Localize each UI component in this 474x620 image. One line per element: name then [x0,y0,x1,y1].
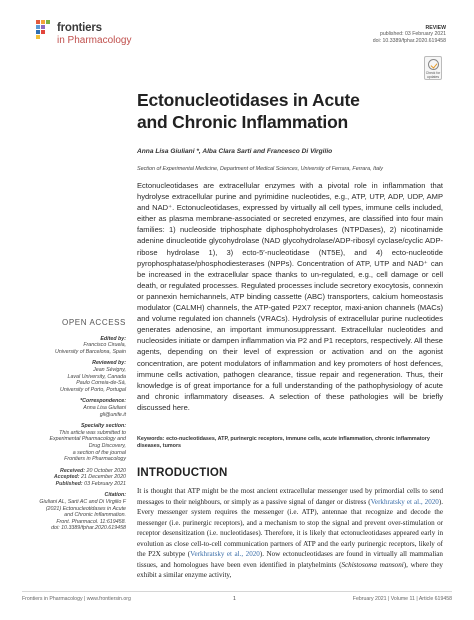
edited-by-label: Edited by: [100,335,126,342]
editor-affiliation: University of Barcelona, Spain [55,348,126,355]
intro-text-part: ). Every messenger system requires the messenger (i.e. ATP), antennae that recognize and decode the messenger (i.e. purinergic receptors), and a mechanism to stop the signal and prevent over-stimulation or receptor desensitization (i.e. nucleotidases). Therefore, it is likely that ectonucleotidases appeared early in evolution as close cell-to-cell communication partners of ATP and the early purinergic receptors, likely of the P2X subtype ( [137,497,443,558]
editor-name[interactable]: Francisco Ciruela, [83,342,126,349]
intro-text-part: It is thought that ATP might be the most ancient extracellular messenger used by primordial cells to send messages to their neighbours, or simply as a passive signal of danger or distress ( [137,487,443,506]
correspondence-label: *Correspondence: [80,398,126,405]
specialty-line: Experimental Pharmacology and [49,436,126,443]
reviewed-by-label: Reviewed by: [92,360,126,367]
check-for-updates-icon [428,59,439,70]
citation-block [22,492,126,532]
abstract: Ectonucleotidases are extracellular enzymes with a pivotal role in inflammation that hydrolyse extracellular purine and pyrimidine nucleotides, e.g., ATP, UTP, ADP, UDP, AMP and NAD⁺. Ectonucleotidases, expressed by virtually all cell types, immune cells included, either as plasma membrane-associated or secreted enzymes, are classified into four main families: 1) nucleoside triphosphate diphosphohydrolases (NTPDases), 2) nicotinamide adenine dinucleotide glycohydrolase (NAD glycohydrolase/ADP-ribosyl cyclase/cyclic ADP-ribose hydrolase 1), 3) ecto-5′-nucleotidase (NT5E), and 4) ecto-nucleotide pyrophosphatase/phosphodiesterases (NPPs). Concentration of ATP, UTP and NAD⁺ can be increased in the extracellular space thanks to un-regulated, e.g., cell damage or cell death, or regulated processes. Regulated processes include secretory exocytosis, connexin or pannexin hemichannels, ATP binding cassette (ABC) transporters, calcium homeostasis modulator (CALMH) channels, the ATP-gated P2X7 receptor, maxi-anion channels (MACs) and volume regulated ion channels (VRACs). Hydrolysis of extracellular purine nucleotides generates adenosine, an important immunosuppressant. Extracellular nucleotides and nucleosides initiate or dampen inflammation via P2 and P1 receptors, respectively. All these agents, depending on their level of expression or activation and on the agonist concentration, are potent modulators of inflammation and key promoters of host defences, immune cells activation, pathogen clearance, tissue repair and regeneration. Thus, their knowledge is of great importance for a full understanding of the pathophysiology of acute and chronic inflammatory diseases. A selection of these pathologies will be briefly discussed here. [137,181,443,412]
keywords [137,436,443,450]
intro-text-part: ), where they exhibit a similar enzyme activity, [137,560,443,579]
received-date-row [22,468,126,475]
introduction-heading: INTRODUCTION [137,467,228,479]
footer-issue-info: February 2021 | Volume 11 | Article 619458 [352,596,452,602]
dates-block [22,468,126,488]
affiliation: Section of Experimental Medicine, Department of Medical Sciences, University of Ferrara, Ferrara, Italy [137,166,383,172]
accepted-label: Accepted: [53,474,80,481]
citation-line: (2021) Ectonucleotidases in Acute [45,505,126,512]
reference-link[interactable]: Verkhratsky et al., 2020 [190,550,260,558]
logo-journal-name: in Pharmacology [57,35,132,46]
published-date: published: 03 February 2021 [379,31,446,38]
open-access-label: OPEN ACCESS [62,318,126,327]
citation-line: Giuliani AL, Sarti AC and Di Virgilio F [39,499,126,506]
logo-name: frontiers [57,22,102,34]
title-line-1: Ectonucleotidases in Acute [137,90,360,110]
reviewer-name[interactable]: Paulo Correia-de-Sá, [76,380,126,387]
intro-text-part: ). Now ectonucleotidases are found in virtually all mammalian tissues, and homologues have been even identified in platyhelmints ( [137,550,443,569]
check-for-updates-button[interactable] [424,56,442,80]
page-number: 1 [233,596,236,602]
correspondence-block [22,398,126,418]
footer-divider [22,591,452,592]
specialty-block [22,423,126,463]
reference-link[interactable]: Verkhratsky et al., 2020 [370,497,439,506]
specialty-line: Frontiers in Pharmacology [64,456,126,463]
author-list[interactable]: Anna Lisa Giuliani *, Alba Clara Sarti and Francesco Di Virgilio [137,148,333,155]
check-for-updates-label: Check for updates [425,71,441,79]
published-date-row [22,481,126,488]
specialty-label: Specialty section: [80,423,126,430]
citation-line: and Chronic Inflammation. [64,512,126,519]
reviewer-name[interactable]: Jean Sévigny, [93,366,126,373]
article-sidebar [22,320,126,537]
correspondent-name: Anna Lisa Giuliani [83,404,126,411]
correspondent-email[interactable]: gli@unife.it [99,411,126,418]
species-name: Schistosoma mansoni [341,560,404,569]
footer-journal-link[interactable]: Frontiers in Pharmacology | www.frontiersin.org [22,596,131,602]
reviewer-affiliation: Laval University, Canada [67,373,126,380]
accepted-date: 21 December 2020 [80,474,126,481]
introduction-text [137,486,443,581]
title-line-2: and Chronic Inflammation [137,111,349,132]
published-date-sidebar: 03 February 2021 [84,480,126,487]
reviewed-by-block [22,360,126,393]
article-type: REVIEW [425,25,446,31]
keywords-list: ecto-nucleotidases, ATP, purinergic receptors, immune cells, acute inflammation, chronic inflammatory diseases, tumors [137,436,430,449]
citation-line: Front. Pharmacol. 11:619458. [56,518,126,525]
article-title [137,90,457,133]
reviewer-affiliation: University of Porto, Portugal [60,386,126,393]
received-date: 20 October 2020 [86,467,126,474]
specialty-line: Drug Discovery, [88,442,126,449]
published-label: Published: [55,480,83,487]
specialty-line: a section of the journal [72,449,126,456]
edited-by-block [22,336,126,356]
article-meta [373,25,446,44]
received-label: Received: [60,467,86,474]
keywords-label: Keywords: [137,436,165,442]
citation-label: Citation: [104,492,126,499]
accepted-date-row [22,474,126,481]
article-doi[interactable]: doi: 10.3389/fphar.2020.619458 [372,37,446,44]
journal-logo[interactable] [34,19,154,49]
frontiers-logo-icon [34,19,54,45]
specialty-line: This article was submitted to [59,429,126,436]
citation-doi[interactable]: doi: 10.3389/fphar.2020.619458 [51,525,126,532]
